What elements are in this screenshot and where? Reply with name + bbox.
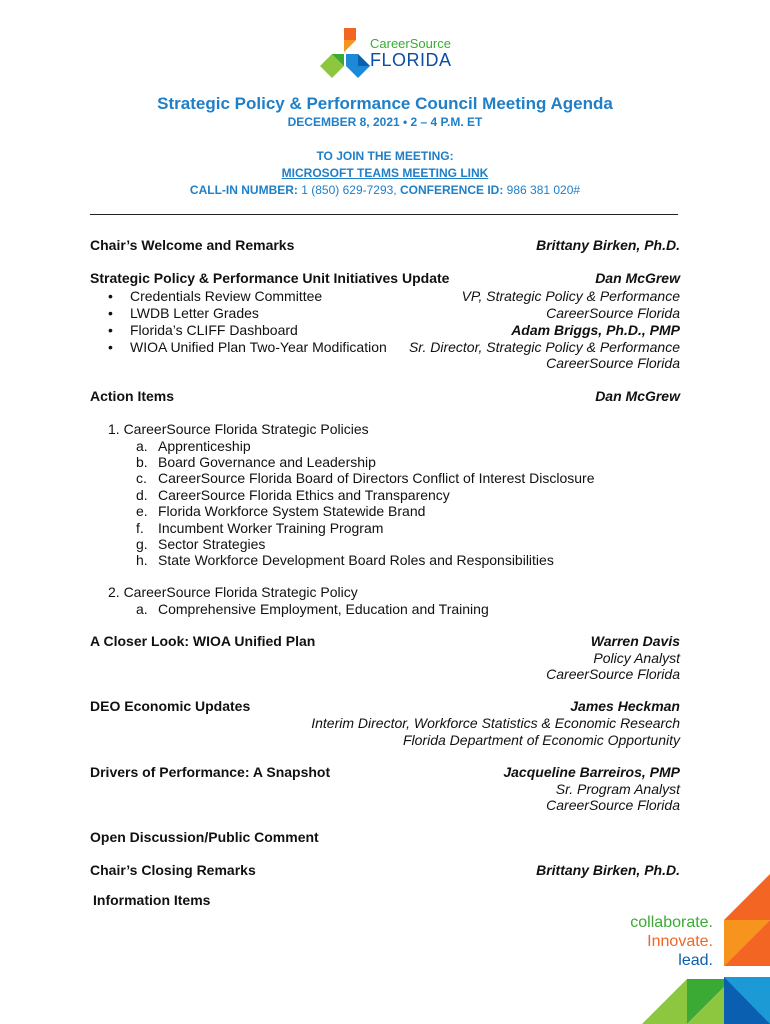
sub-item: c. CareerSource Florida Board of Directors Conflict of Interest Disclosure (136, 470, 595, 486)
call-in-label: CALL-IN NUMBER: (189, 183, 298, 197)
agenda-closer-look: A Closer Look: WIOA Unified Plan (90, 633, 316, 649)
sub-item: d. CareerSource Florida Ethics and Transparency (136, 487, 450, 503)
list-item: • LWDB Letter Grades (108, 305, 259, 321)
join-heading: TO JOIN THE MEETING: (316, 149, 454, 163)
speaker: Adam Briggs, Ph.D., PMP (511, 322, 680, 338)
agenda-action-items: Action Items (90, 388, 175, 404)
speaker-org: Florida Department of Economic Opportunity (402, 732, 680, 748)
agenda-closing: Chair’s Closing Remarks (90, 862, 256, 878)
sub-item: a. Apprenticeship (136, 438, 251, 454)
speaker-title: Sr. Director, Strategic Policy & Performance (408, 339, 680, 355)
conference-id-label: CONFERENCE ID: (399, 183, 504, 197)
page-title: Strategic Policy & Performance Council Meeting Agenda (157, 94, 613, 113)
action-item: 2. CareerSource Florida Strategic Policy (108, 584, 358, 600)
speaker-org: CareerSource Florida (546, 305, 680, 321)
tagline-lead: lead. (678, 952, 713, 969)
list-item: • Florida’s CLIFF Dashboard (108, 322, 298, 338)
sub-item: e. Florida Workforce System Statewide Brand (136, 503, 426, 519)
speaker-org: CareerSource Florida (546, 355, 680, 371)
meeting-date: DECEMBER 8, 2021 • 2 – 4 P.M. ET (287, 115, 483, 129)
speaker: Jacqueline Barreiros, PMP (503, 764, 680, 780)
agenda-update: Strategic Policy & Performance Unit Initiatives Update (90, 270, 450, 286)
call-in-number: 1 (850) 629-7293, (297, 183, 400, 197)
speaker-title: Policy Analyst (593, 650, 680, 666)
speaker-org: CareerSource Florida (546, 797, 680, 813)
speaker: James Heckman (570, 698, 680, 714)
speaker-title: Interim Director, Workforce Statistics & Economic Research (311, 715, 680, 731)
careersource-logo (318, 26, 458, 80)
action-item: 1. CareerSource Florida Strategic Policies (108, 421, 369, 437)
speaker: Brittany Birken, Ph.D. (536, 862, 680, 878)
call-in-info (0, 182, 770, 198)
speaker-title: VP, Strategic Policy & Performance (461, 288, 680, 304)
sub-item: b. Board Governance and Leadership (136, 454, 376, 470)
agenda-deo: DEO Economic Updates (90, 698, 251, 714)
divider (90, 214, 678, 215)
list-item: • WIOA Unified Plan Two-Year Modification (108, 339, 387, 355)
speaker: Warren Davis (590, 633, 680, 649)
conference-id: 986 381 020# (503, 183, 581, 197)
list-item: • Credentials Review Committee (108, 288, 322, 304)
logo-mark-icon (318, 26, 370, 78)
speaker-org: CareerSource Florida (546, 666, 680, 682)
speaker: Dan McGrew (595, 270, 680, 286)
sub-item: f. Incumbent Worker Training Program (136, 520, 384, 536)
agenda-open-discussion: Open Discussion/Public Comment (90, 829, 319, 845)
decorative-triangles-icon (620, 864, 770, 1024)
agenda-drivers: Drivers of Performance: A Snapshot (90, 764, 331, 780)
tagline-collaborate: collaborate. (630, 914, 713, 931)
speaker: Dan McGrew (595, 388, 680, 404)
teams-meeting-link[interactable]: MICROSOFT TEAMS MEETING LINK (281, 166, 489, 180)
agenda-welcome: Chair’s Welcome and Remarks (90, 237, 295, 253)
sub-item: g. Sector Strategies (136, 536, 266, 552)
speaker-title: Sr. Program Analyst (555, 781, 680, 797)
agenda-information-items: Information Items (93, 892, 211, 908)
logo-text-careersource: CareerSource (370, 36, 451, 51)
speaker: Brittany Birken, Ph.D. (536, 237, 680, 253)
logo-text-florida: FLORIDA (370, 50, 452, 70)
sub-item: a. Comprehensive Employment, Education and Training (136, 601, 489, 617)
tagline-innovate: Innovate. (647, 933, 713, 950)
sub-item: h. State Workforce Development Board Roles and Responsibilities (136, 552, 554, 568)
